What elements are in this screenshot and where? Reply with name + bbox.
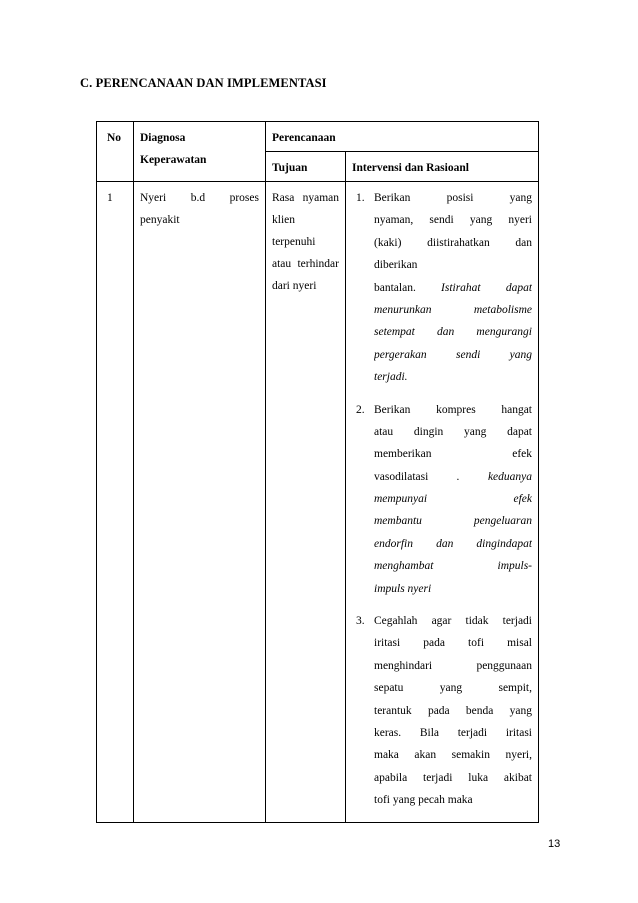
intervention-line: terantuk pada benda yang [374, 704, 533, 717]
intervention-number: 2. [356, 403, 365, 416]
section-heading: C. PERENCANAAN DAN IMPLEMENTASI [80, 76, 327, 90]
intervention-line: maka akan semakin nyeri, [374, 749, 533, 762]
page-number: 13 [548, 838, 561, 850]
intervention-item [352, 399, 532, 601]
intervention-line: menurunkan metabolisme [374, 303, 533, 316]
intervention-line: memberikan efek [374, 448, 533, 461]
row-no: 1 [97, 182, 134, 823]
intervention-line: menghindari penggunaan [374, 659, 533, 672]
intervention-line: membantu pengeluaran [374, 515, 533, 528]
intervention-item [352, 610, 532, 812]
intervention-line: endorfin dan dingindapat [374, 537, 533, 550]
intervention-number: 1. [356, 192, 365, 204]
intervention-line: pergerakan sendi yang [374, 348, 533, 361]
header-tujuan: Tujuan [266, 152, 346, 182]
intervention-line: nyaman, sendi yang nyeri [374, 214, 533, 227]
intervention-list [352, 187, 532, 812]
intervention-number: 3. [356, 615, 365, 628]
intervention-line: (kaki) diistirahatkan dan [374, 236, 533, 249]
intervention-line: terjadi. [374, 371, 408, 384]
intervention-line: atau dingin yang dapat [374, 425, 533, 438]
intervention-line: menghambat impuls- [374, 560, 533, 573]
intervention-line: bantalan. Istirahat dapat [374, 281, 533, 294]
row-diagnosa: Nyeri b.d proses penyakit [134, 182, 266, 823]
intervention-line: impuls nyeri [374, 582, 432, 595]
intervention-line: sepatu yang sempit, [374, 682, 533, 695]
intervention-line: diberikan [374, 259, 418, 272]
intervention-line: Berikan posisi yang [374, 192, 533, 204]
intervention-line: Berikan kompres hangat [374, 403, 533, 416]
header-no: No [97, 122, 134, 182]
intervention-line: apabila terjadi luka akibat [374, 771, 533, 784]
intervention-line: keras. Bila terjadi iritasi [374, 726, 533, 739]
intervention-line: Cegahlah agar tidak terjadi [374, 615, 533, 628]
header-perencanaan: Perencanaan [266, 122, 539, 152]
intervention-line: setempat dan mengurangi [374, 326, 533, 339]
header-diagnosa: Diagnosa Keperawatan [134, 122, 266, 182]
intervention-line: iritasi pada tofi misal [374, 637, 533, 650]
header-intervensi: Intervensi dan Rasioanl [346, 152, 539, 182]
intervention-item [352, 187, 532, 389]
intervention-line: mempunyai efek [374, 493, 533, 506]
row-intervensi [346, 182, 539, 823]
row-tujuan: Rasa nyaman klien terpenuhi atau terhindar dari nyeri [266, 182, 346, 823]
intervention-line: tofi yang pecah maka [374, 794, 473, 807]
planning-table [96, 121, 539, 823]
intervention-line: vasodilatasi . keduanya [374, 470, 533, 483]
